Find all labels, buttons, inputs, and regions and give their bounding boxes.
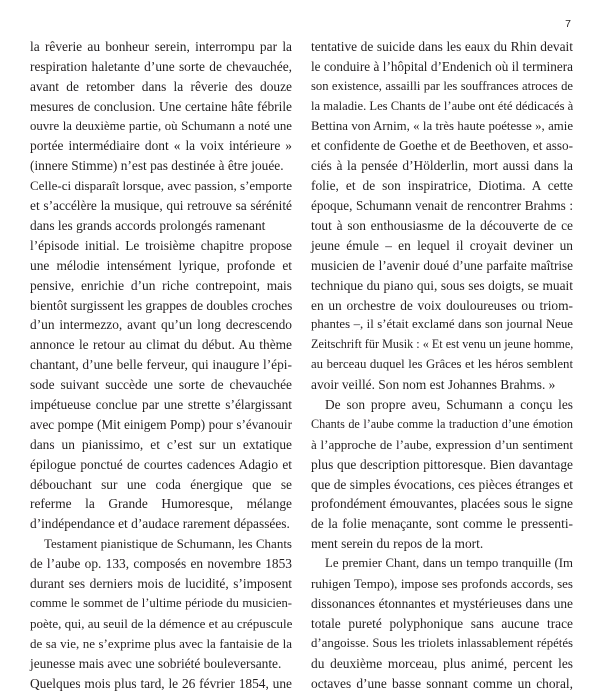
text-line: totale pureté polyphonique sans aucune trace <box>311 614 573 634</box>
text-line: dans un pianissimo, et c’est sur un extatique <box>30 435 292 455</box>
text-line: jeune émule – en lequel il croyait deviner un <box>311 236 573 256</box>
text-line: de l’aube op. 133, composés en novembre 1853 <box>30 554 292 574</box>
text-line: Celle-ci disparaît lorsque, avec passion, s’emporte <box>30 176 292 196</box>
text-line: d’un intermezzo, avant qu’un long decrescendo <box>30 315 292 335</box>
text-line: en un orchestre de voix douloureuses ou triom- <box>311 296 573 316</box>
text-line: plus que description pittoresque. Bien davantage <box>311 455 573 475</box>
text-line: d’angoisse. Sous les triolets inlassablement répétés <box>311 634 573 654</box>
text-line: ruhigen Tempo), impose ses profonds accords, ses <box>311 574 573 594</box>
text-line: de sa vie, ne s’exprime plus avec la fantaisie de la <box>30 634 292 654</box>
left-column <box>30 37 292 693</box>
text-line: ciés à la pensée d’Hölderlin, mort aussi dans la <box>311 156 573 176</box>
text-line: referme la Grande Humoresque, mélange <box>30 494 292 514</box>
text-line: avec pompe (Mit einigem Pomp) pour s’évanouir <box>30 415 292 435</box>
text-line: ment serein du repos de la mort. <box>311 534 573 554</box>
right-column <box>311 37 573 693</box>
text-line: folie, et de son inspiratrice, Diotima. A cette <box>311 176 573 196</box>
text-line: ouvre la deuxième partie, où Schumann a noté une <box>30 117 292 137</box>
text-line: sode suivant succède une sorte de chevauchée <box>30 375 292 395</box>
text-line: bientôt surgissent les grappes de doubles croches <box>30 296 292 316</box>
text-line: débouchant sur une coda énergique que se <box>30 475 292 495</box>
text-line: au berceau duquel les Grâces et les héros semblent <box>311 355 573 375</box>
text-line: et s’accélère la musique, qui retrouve sa sérénité <box>30 196 292 216</box>
text-line: Zeitschrift für Musik : « Et est venu un jeune homme, <box>311 335 573 355</box>
text-line: son existence, assailli par les souffrances atroces de <box>311 77 573 97</box>
text-line: la rêverie au bonheur serein, interrompu par la <box>30 37 292 57</box>
text-line: époque, Schumann venait de rencontrer Brahms : <box>311 196 573 216</box>
text-line: mesures de conclusion. Une certaine hâte fébrile <box>30 97 292 117</box>
text-line: que de simples évocations, ces pièces étranges et <box>311 475 573 495</box>
text-line: tout à son enthousiasme de la découverte de ce <box>311 216 573 236</box>
text-line: respiration haletante d’une sorte de chevauchée, <box>30 57 292 77</box>
text-line: et confidente de Goethe et de Beethoven, et asso- <box>311 136 573 156</box>
text-line: profondément émouvantes, placées sous le signe <box>311 494 573 514</box>
text-line: la maladie. Les Chants de l’aube ont été dédicacés à <box>311 97 573 117</box>
text-line: Bettina von Arnim, « la très haute poétesse », amie <box>311 117 573 137</box>
text-line: tentative de suicide dans les eaux du Rhin devait <box>311 37 573 57</box>
text-line: à l’approche de l’aube, expression d’un sentiment <box>311 435 573 455</box>
text-line: chantant, d’une belle ferveur, qui inaugure l’épi- <box>30 355 292 375</box>
text-line: d’indépendance et d’audace rarement dépassées. <box>30 514 292 534</box>
text-line: Quelques mois plus tard, le 26 février 1854, une <box>30 674 292 693</box>
text-line: dans les grands accords prolongés ramenant <box>30 216 292 236</box>
text-line: impétueuse conclue par une strette s’élargissant <box>30 395 292 415</box>
text-line: poète, qui, au seuil de la démence et au crépuscule <box>30 614 292 634</box>
text-line: De son propre aveu, Schumann a conçu les <box>311 395 573 415</box>
text-line: épilogue ponctué de courtes cadences Adagio et <box>30 455 292 475</box>
text-line: annonce le retour au climat du début. Au thème <box>30 335 292 355</box>
text-line: comme le sommet de l’ultime période du musicien- <box>30 594 292 614</box>
text-line: durant ses derniers mois de lucidité, s’imposent <box>30 574 292 594</box>
text-line: phantes –, il s’était exclamé dans son journal Neue <box>311 315 573 335</box>
text-line: portée intermédiaire dont « la voix intérieure » <box>30 136 292 156</box>
text-line: de la folie menaçante, sont comme le pressenti- <box>311 514 573 534</box>
text-line: du deuxième morceau, plus animé, percent les <box>311 654 573 674</box>
text-line: (innere Stimme) n’est pas destinée à être jouée. <box>30 156 292 176</box>
text-line: une mélodie intensément lyrique, profonde et <box>30 256 292 276</box>
text-line: jeunesse mais avec une sobriété bouleversante. <box>30 654 292 674</box>
text-line: dissonances étonnantes et mystérieuses dans une <box>311 594 573 614</box>
text-line: avoir veillé. Son nom est Johannes Brahms. » <box>311 375 573 395</box>
text-line: le conduire à l’hôpital d’Endenich où il terminera <box>311 57 573 77</box>
text-line: Testament pianistique de Schumann, les Chants <box>30 534 292 554</box>
text-line: avant de retomber dans la rêverie des douze <box>30 77 292 97</box>
text-line: Chants de l’aube comme la traduction d’une émotion <box>311 415 573 435</box>
text-line: l’épisode initial. Le troisième chapitre propose <box>30 236 292 256</box>
page-number: 7 <box>565 15 571 35</box>
text-line: pensive, enrichie d’un riche contrepoint, mais <box>30 276 292 296</box>
text-line: musicien de l’avenir doué d’une parfaite maîtrise <box>311 256 573 276</box>
text-line: Le premier Chant, dans un tempo tranquille (Im <box>311 554 573 574</box>
text-line: octaves d’une basse sonnant comme un choral, <box>311 674 573 693</box>
text-line: technique du piano qui, sous ses doigts, se muait <box>311 276 573 296</box>
